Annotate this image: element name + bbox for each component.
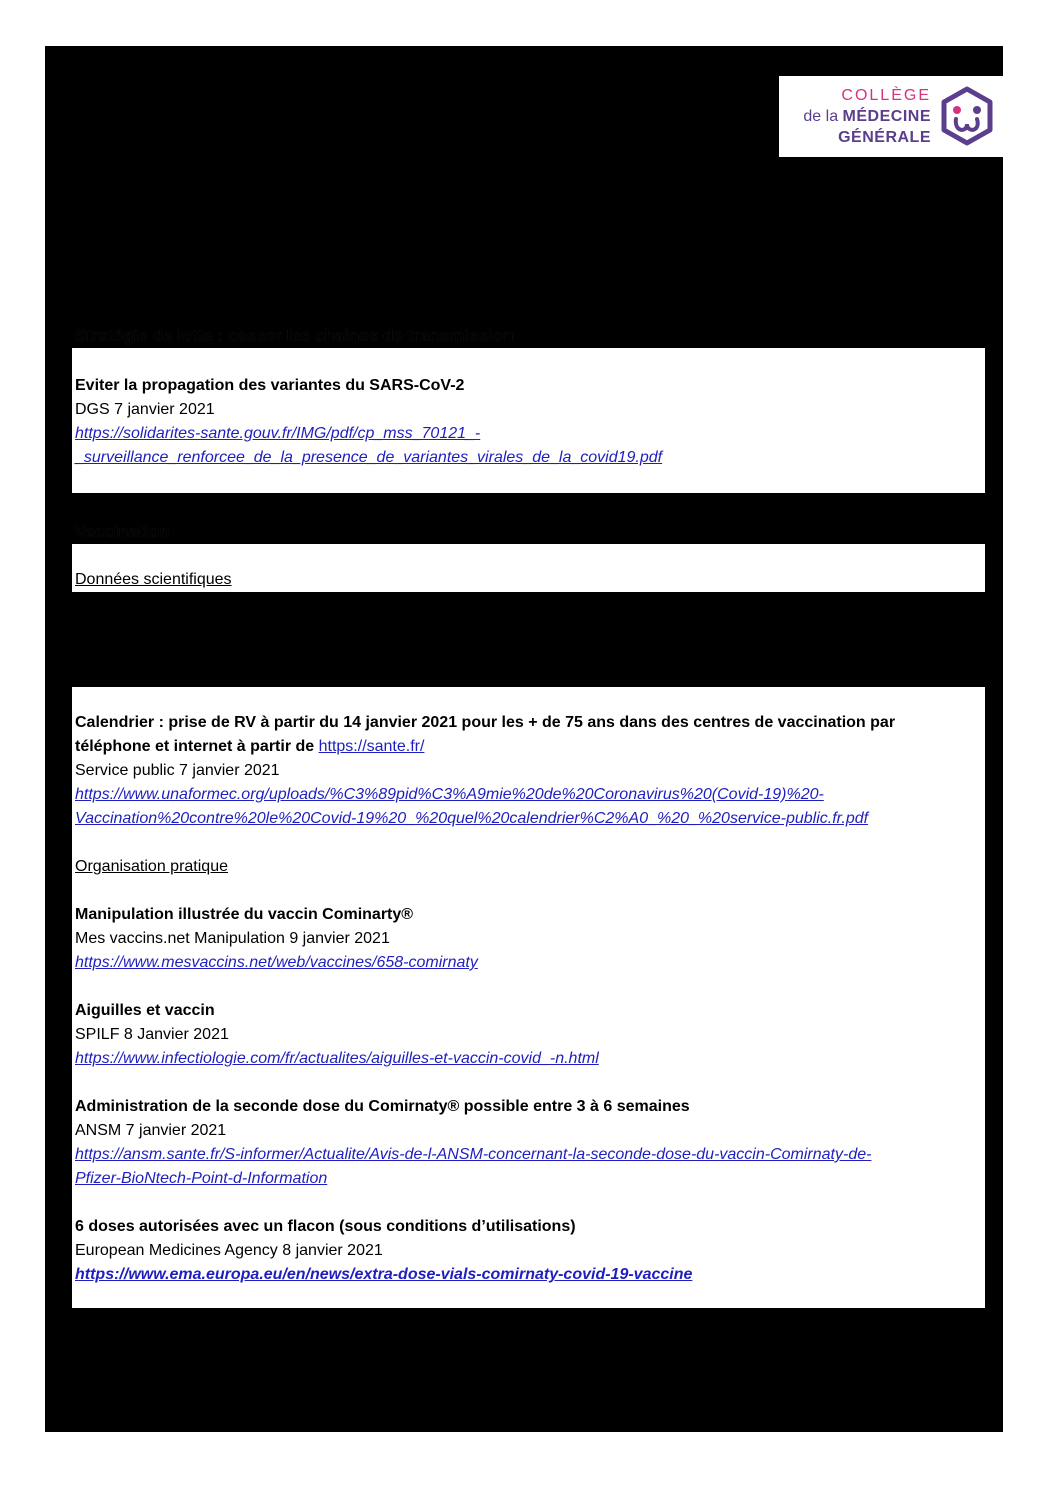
calendar-line-1: Calendrier : prise de RV à partir du 14 janvier 2021 pour les + de 75 ans dans des centres de vaccination par [75, 714, 896, 731]
six-doses-source: European Medicines Agency 8 janvier 2021 [75, 1242, 383, 1259]
ansm-link[interactable]: https://ansm.sante.fr/S-informer/Actualite/Avis-de-l-ANSM-concernant-la-seconde-dose-du-vaccin-Comirnaty-de- [75, 1146, 872, 1163]
scientific-label: Données scientifiques [75, 571, 232, 588]
ema-link[interactable]: https://www.ema.europa.eu/en/news/extra-dose-vials-comirnaty-covid-19-vaccine [75, 1266, 693, 1283]
strategy-source: DGS 7 janvier 2021 [75, 401, 215, 418]
six-doses-title: 6 doses autorisées avec un flacon (sous conditions d’utilisations) [75, 1218, 576, 1235]
unaformec-link-cont[interactable]: Vaccination%20contre%20le%20Covid-19%20_%20quel%20calendrier%C2%A0_%20_%20service-public.fr.pdf [75, 810, 869, 827]
needles-source: SPILF 8 Janvier 2021 [75, 1026, 229, 1043]
strategy-link-line-1 [75, 422, 480, 446]
second-dose-link-line-2 [75, 1167, 327, 1191]
manip-link-line [75, 951, 478, 975]
second-dose-title: Administration de la seconde dose du Comirnaty® possible entre 3 à 6 semaines [75, 1098, 690, 1115]
six-doses-link-line [75, 1263, 692, 1287]
logo-hexagon-icon [939, 86, 995, 146]
organisation-label: Organisation pratique [75, 858, 228, 875]
manip-title: Manipulation illustrée du vaccin Cominarty® [75, 906, 414, 923]
needles-link-line [75, 1047, 599, 1071]
dgs-link-cont[interactable]: _surveillance_renforcee_de_la_presence_de_variantes_virales_de_la_covid19.pdf [75, 449, 663, 466]
calendar-source: Service public 7 janvier 2021 [75, 762, 280, 779]
second-dose-link-line-1 [75, 1143, 871, 1167]
sante-fr-link[interactable]: https://sante.fr/ [318, 738, 425, 755]
second-dose-source: ANSM 7 janvier 2021 [75, 1122, 227, 1139]
vaccination-box [72, 687, 985, 1308]
scientific-box [72, 544, 985, 592]
mesvaccins-link[interactable]: https://www.mesvaccins.net/web/vaccines/658-comirnaty [75, 954, 478, 971]
ansm-link-cont[interactable]: Pfizer-BioNtech-Point-d-Information [75, 1170, 328, 1187]
logo-line-3: GÉNÉRALE [838, 129, 931, 146]
needles-title: Aiguilles et vaccin [75, 1002, 215, 1019]
unaformec-link[interactable]: https://www.unaformec.org/uploads/%C3%89pid%C3%A9mie%20de%20Coronavirus%20(Covid-19)%20- [75, 786, 824, 803]
logo-line-2: de la MÉDECINE [803, 108, 931, 125]
college-logo [779, 76, 1003, 157]
dgs-link[interactable]: https://solidarites-sante.gouv.fr/IMG/pdf/cp_mss_70121_- [75, 425, 481, 442]
logo-line-1: COLLÈGE [841, 87, 931, 104]
manip-source: Mes vaccins.net Manipulation 9 janvier 2021 [75, 930, 390, 947]
logo-wordmark [803, 85, 931, 148]
strategy-link-line-2 [75, 446, 662, 470]
calendar-link-line-1 [75, 783, 824, 807]
strategy-heading: Stratégie de lutte : casser les chaines de transmission [75, 326, 514, 345]
calendar-link-line-2 [75, 807, 868, 831]
infectiologie-link[interactable]: https://www.infectiologie.com/fr/actualites/aiguilles-et-vaccin-covid_-n.html [75, 1050, 599, 1067]
calendar-line-2: téléphone et internet à partir de https://sante.fr/ [75, 738, 425, 755]
strategy-title: Eviter la propagation des variantes du SARS-CoV-2 [75, 377, 465, 394]
nejm-link[interactable]: https://www.nejm.org/doi/full/10.1056/NEJMra2035343 [75, 665, 483, 682]
vaccination-heading: Vaccination [75, 522, 170, 541]
strategy-box [72, 348, 985, 493]
